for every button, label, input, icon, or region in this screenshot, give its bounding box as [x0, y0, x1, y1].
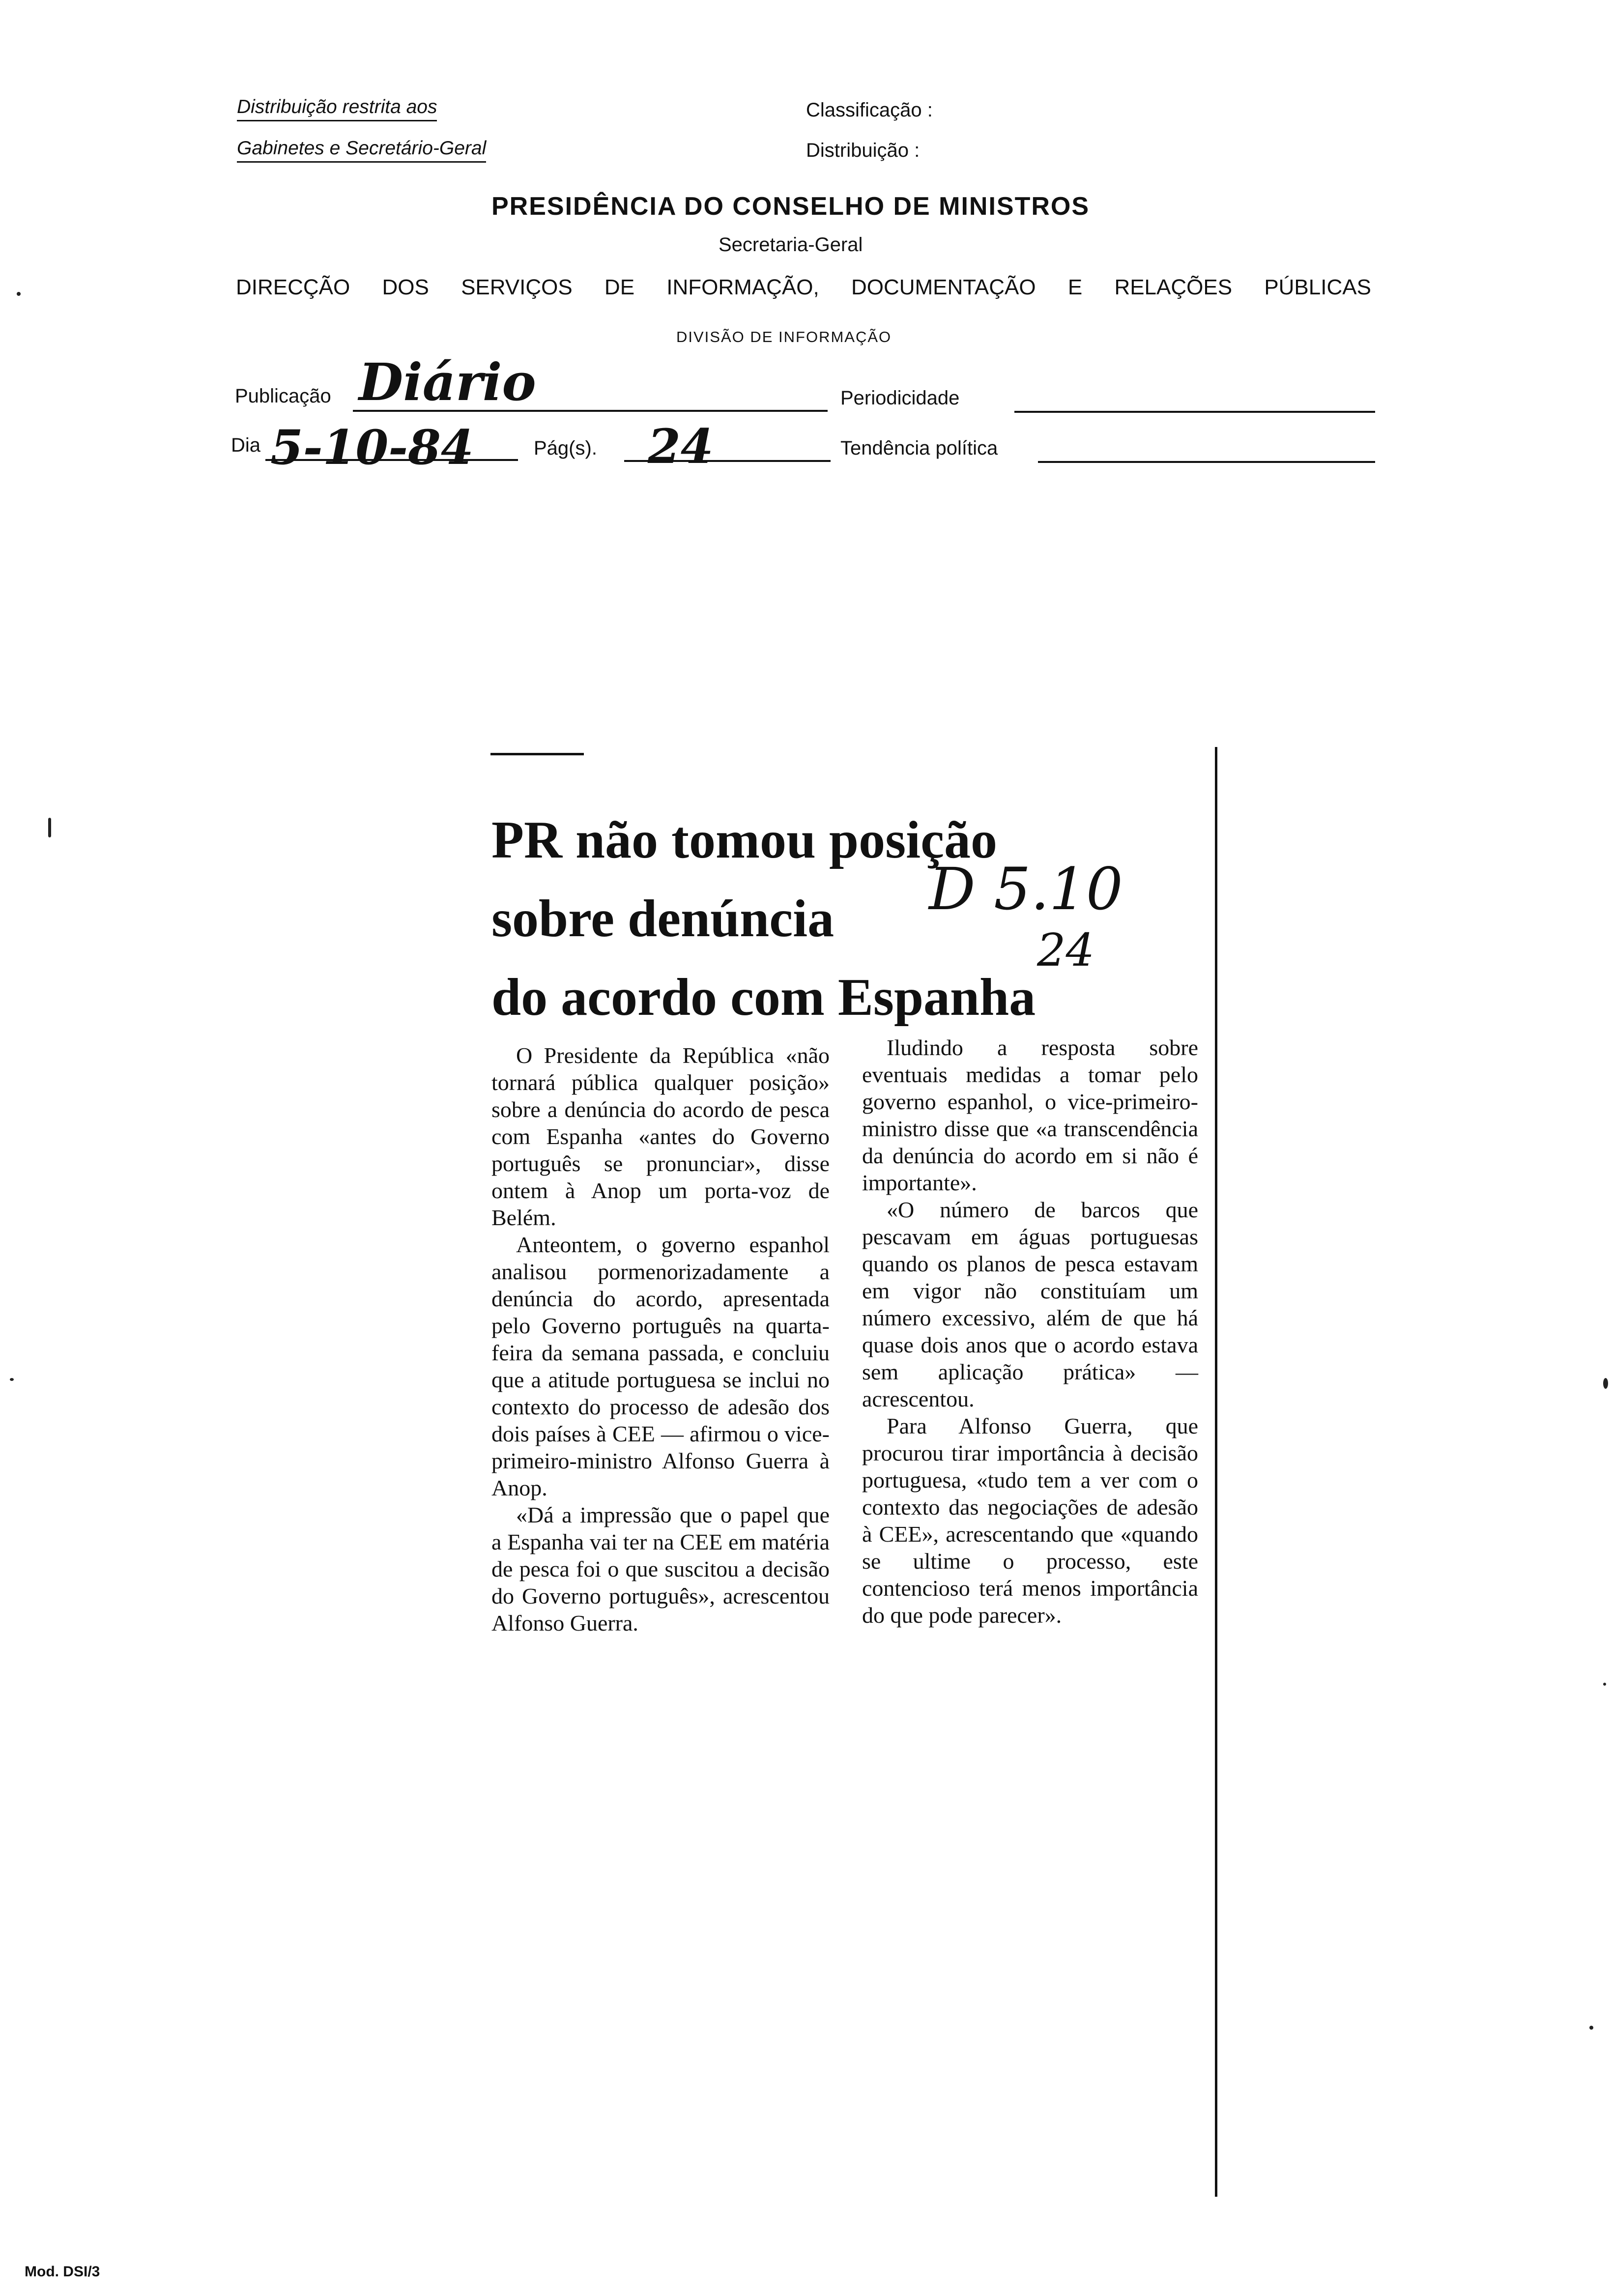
- article-column-right: [862, 1034, 1198, 1629]
- pags-label: Pág(s).: [534, 437, 597, 459]
- tendencia-label: Tendência política: [840, 437, 998, 459]
- scan-speck: [1589, 2026, 1593, 2030]
- model-code: Mod. DSI/3: [25, 2264, 100, 2280]
- distribution-line-1: Distribuição restrita aos: [237, 96, 437, 121]
- article-paragraph: «Dá a impressão que o papel que a Espanha vai ter na CEE em matéria de pesca foi o que suscitou a decisão do Governo português», acrescentou Alfonso Guerra.: [491, 1502, 830, 1636]
- article-paragraph: Iludindo a resposta sobre eventuais medidas a tomar pelo governo espanhol, o vice-primeiro-ministro disse que «a transcendência da denúncia do acordo em si não é importante».: [862, 1035, 1198, 1195]
- direccao-word: RELAÇÕES: [1114, 275, 1233, 299]
- clipping-top-rule: [490, 753, 584, 755]
- annotation-page: 24: [1037, 924, 1095, 976]
- annotation-date: D 5.10: [929, 855, 1123, 923]
- secretaria-geral: Secretaria-Geral: [719, 234, 863, 256]
- dia-label: Dia: [231, 434, 261, 456]
- direccao-word: DOS: [382, 275, 429, 299]
- article-paragraph: Para Alfonso Guerra, que procurou tirar importância à decisão portuguesa, «tudo tem a ver com o contexto das negociações de adesão à CEE», acrescentando que «quando se ultime o processo, este contencioso terá menos importância do que pode parecer».: [862, 1413, 1198, 1628]
- article-paragraph: «O número de barcos que pescavam em águas portuguesas quando os planos de pesca estavam em vigor não constituíam um número excessivo, além de que há quase dois anos que o acordo estava sem aplicação prática» — acrescentou.: [862, 1197, 1198, 1411]
- direccao-word: E: [1067, 275, 1083, 299]
- direccao-word: PÚBLICAS: [1264, 275, 1371, 299]
- direccao-word: DE: [604, 275, 635, 299]
- direccao-line: [236, 275, 1371, 300]
- headline-line-2: sobre denúncia: [491, 890, 835, 948]
- pags-line: [624, 460, 831, 462]
- direccao-word: SERVIÇOS: [461, 275, 573, 299]
- article-paragraph: Anteontem, o governo espanhol analisou pormenorizadamente a denúncia do acordo, apresentada pelo Governo português na quarta-feira da semana passada, e concluiu que a atitude portuguesa se inclui no contexto do processo de adesão dos dois países à CEE — afirmou o vice-primeiro-ministro Alfonso Guerra à Anop.: [491, 1232, 830, 1500]
- article-paragraph: O Presidente da República «não tornará pública qualquer posição» sobre a denúncia do acordo de pesca com Espanha «antes do Governo português se pronunciar», disse ontem à Anop um porta-voz de Belém.: [491, 1043, 830, 1230]
- divisao-informacao: DIVISÃO DE INFORMAÇÃO: [676, 328, 892, 345]
- distribution-line-2: Gabinetes e Secretário-Geral: [237, 138, 486, 163]
- presidencia-title: PRESIDÊNCIA DO CONSELHO DE MINISTROS: [491, 192, 1090, 221]
- scan-speck: [1603, 1378, 1608, 1389]
- publicacao-handwritten: Diário: [359, 352, 536, 412]
- tendencia-line: [1038, 461, 1375, 463]
- periodicidade-line: [1014, 411, 1375, 413]
- pags-handwritten: 24: [648, 419, 714, 474]
- scan-speck: [17, 292, 21, 296]
- distribuicao-label: Distribuição :: [806, 140, 920, 161]
- scan-speck: [1603, 1683, 1606, 1686]
- direccao-word: DOCUMENTAÇÃO: [851, 275, 1036, 299]
- scan-speck: [48, 818, 51, 837]
- dia-line: [265, 459, 518, 461]
- publicacao-label: Publicação: [235, 385, 331, 407]
- article-column-left: [491, 1042, 830, 1636]
- scan-speck: [10, 1378, 14, 1381]
- headline-line-1: PR não tomou posição: [491, 811, 998, 869]
- periodicidade-label: Periodicidade: [840, 387, 960, 409]
- clipping-vertical-rule: [1215, 747, 1217, 2197]
- headline-line-3: do acordo com Espanha: [491, 968, 1036, 1027]
- direccao-word: INFORMAÇÃO,: [666, 275, 819, 299]
- publicacao-line: [353, 410, 828, 412]
- dia-handwritten: 5-10-84: [270, 420, 474, 475]
- classificacao-label: Classificação :: [806, 99, 933, 121]
- direccao-word: DIRECÇÃO: [236, 275, 350, 299]
